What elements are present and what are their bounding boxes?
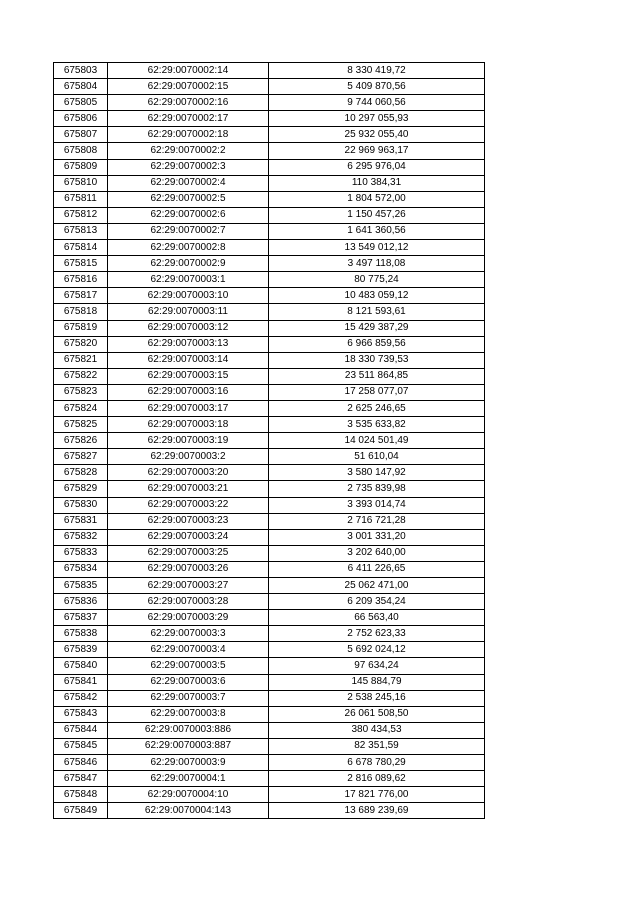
value-cell: 5 692 024,12 — [269, 642, 485, 658]
cadastral-number-cell: 62:29:0070003:11 — [108, 304, 269, 320]
cadastral-number-cell: 62:29:0070003:19 — [108, 433, 269, 449]
value-cell: 1 641 360,56 — [269, 223, 485, 239]
cadastral-number-cell: 62:29:0070003:26 — [108, 561, 269, 577]
row-number-cell: 675835 — [54, 578, 108, 594]
cadastral-number-cell: 62:29:0070003:15 — [108, 368, 269, 384]
table-row — [54, 433, 485, 449]
table-row — [54, 529, 485, 545]
value-cell: 6 411 226,65 — [269, 561, 485, 577]
cadastral-number-cell: 62:29:0070002:18 — [108, 127, 269, 143]
table-row — [54, 642, 485, 658]
value-cell: 2 716 721,28 — [269, 513, 485, 529]
cadastral-number-cell: 62:29:0070003:24 — [108, 529, 269, 545]
table-row — [54, 706, 485, 722]
row-number-cell: 675838 — [54, 626, 108, 642]
row-number-cell: 675822 — [54, 368, 108, 384]
value-cell: 3 580 147,92 — [269, 465, 485, 481]
value-cell: 18 330 739,53 — [269, 352, 485, 368]
cadastral-number-cell: 62:29:0070003:10 — [108, 288, 269, 304]
table-row — [54, 626, 485, 642]
value-cell: 22 969 963,17 — [269, 143, 485, 159]
table-row — [54, 79, 485, 95]
row-number-cell: 675804 — [54, 79, 108, 95]
cadastral-number-cell: 62:29:0070003:3 — [108, 626, 269, 642]
cadastral-number-cell: 62:29:0070003:12 — [108, 320, 269, 336]
cadastral-number-cell: 62:29:0070002:2 — [108, 143, 269, 159]
row-number-cell: 675836 — [54, 594, 108, 610]
table-row — [54, 513, 485, 529]
table-row — [54, 497, 485, 513]
cadastral-number-cell: 62:29:0070002:4 — [108, 175, 269, 191]
row-number-cell: 675824 — [54, 400, 108, 416]
value-cell: 3 535 633,82 — [269, 417, 485, 433]
row-number-cell: 675842 — [54, 690, 108, 706]
row-number-cell: 675839 — [54, 642, 108, 658]
row-number-cell: 675845 — [54, 738, 108, 754]
row-number-cell: 675823 — [54, 384, 108, 400]
cadastral-number-cell: 62:29:0070003:27 — [108, 578, 269, 594]
row-number-cell: 675837 — [54, 610, 108, 626]
value-cell: 6 295 976,04 — [269, 159, 485, 175]
row-number-cell: 675814 — [54, 240, 108, 256]
value-cell: 8 121 593,61 — [269, 304, 485, 320]
table-row — [54, 368, 485, 384]
row-number-cell: 675832 — [54, 529, 108, 545]
table-row — [54, 755, 485, 771]
value-cell: 1 804 572,00 — [269, 191, 485, 207]
table-row — [54, 127, 485, 143]
value-cell: 1 150 457,26 — [269, 207, 485, 223]
cadastral-number-cell: 62:29:0070003:21 — [108, 481, 269, 497]
table-row — [54, 63, 485, 79]
table-row — [54, 256, 485, 272]
cadastral-number-cell: 62:29:0070002:16 — [108, 95, 269, 111]
cadastral-number-cell: 62:29:0070003:16 — [108, 384, 269, 400]
row-number-cell: 675806 — [54, 111, 108, 127]
cadastral-number-cell: 62:29:0070003:886 — [108, 722, 269, 738]
table-row — [54, 561, 485, 577]
row-number-cell: 675844 — [54, 722, 108, 738]
cadastral-number-cell: 62:29:0070003:2 — [108, 449, 269, 465]
table-row — [54, 191, 485, 207]
cadastral-number-cell: 62:29:0070002:7 — [108, 223, 269, 239]
cadastral-number-cell: 62:29:0070004:143 — [108, 803, 269, 819]
table-row — [54, 771, 485, 787]
table-row — [54, 417, 485, 433]
cadastral-number-cell: 62:29:0070003:20 — [108, 465, 269, 481]
value-cell: 80 775,24 — [269, 272, 485, 288]
table-row — [54, 336, 485, 352]
value-cell: 8 330 419,72 — [269, 63, 485, 79]
row-number-cell: 675849 — [54, 803, 108, 819]
row-number-cell: 675825 — [54, 417, 108, 433]
cadastral-number-cell: 62:29:0070003:23 — [108, 513, 269, 529]
cadastral-number-cell: 62:29:0070003:6 — [108, 674, 269, 690]
value-cell: 23 511 864,85 — [269, 368, 485, 384]
row-number-cell: 675805 — [54, 95, 108, 111]
value-cell: 3 001 331,20 — [269, 529, 485, 545]
row-number-cell: 675812 — [54, 207, 108, 223]
value-cell: 25 062 471,00 — [269, 578, 485, 594]
table-row — [54, 111, 485, 127]
row-number-cell: 675848 — [54, 787, 108, 803]
cadastral-number-cell: 62:29:0070003:887 — [108, 738, 269, 754]
value-cell: 6 678 780,29 — [269, 755, 485, 771]
row-number-cell: 675846 — [54, 755, 108, 771]
row-number-cell: 675847 — [54, 771, 108, 787]
value-cell: 66 563,40 — [269, 610, 485, 626]
value-cell: 10 297 055,93 — [269, 111, 485, 127]
row-number-cell: 675841 — [54, 674, 108, 690]
cadastral-number-cell: 62:29:0070003:4 — [108, 642, 269, 658]
table-row — [54, 95, 485, 111]
value-cell: 2 735 839,98 — [269, 481, 485, 497]
row-number-cell: 675813 — [54, 223, 108, 239]
table-row — [54, 240, 485, 256]
row-number-cell: 675830 — [54, 497, 108, 513]
value-cell: 17 258 077,07 — [269, 384, 485, 400]
value-cell: 51 610,04 — [269, 449, 485, 465]
value-cell: 6 209 354,24 — [269, 594, 485, 610]
cadastral-number-cell: 62:29:0070004:1 — [108, 771, 269, 787]
row-number-cell: 675829 — [54, 481, 108, 497]
table-row — [54, 352, 485, 368]
value-cell: 3 202 640,00 — [269, 545, 485, 561]
table-row — [54, 320, 485, 336]
value-cell: 2 816 089,62 — [269, 771, 485, 787]
row-number-cell: 675828 — [54, 465, 108, 481]
cadastral-number-cell: 62:29:0070002:5 — [108, 191, 269, 207]
value-cell: 9 744 060,56 — [269, 95, 485, 111]
cadastral-number-cell: 62:29:0070003:18 — [108, 417, 269, 433]
value-cell: 2 625 246,65 — [269, 400, 485, 416]
value-cell: 6 966 859,56 — [269, 336, 485, 352]
table-row — [54, 690, 485, 706]
row-number-cell: 675817 — [54, 288, 108, 304]
cadastral-number-cell: 62:29:0070003:25 — [108, 545, 269, 561]
row-number-cell: 675807 — [54, 127, 108, 143]
value-cell: 26 061 508,50 — [269, 706, 485, 722]
table-row — [54, 159, 485, 175]
value-cell: 3 393 014,74 — [269, 497, 485, 513]
table-row — [54, 175, 485, 191]
value-cell: 13 549 012,12 — [269, 240, 485, 256]
table-row — [54, 465, 485, 481]
cadastral-number-cell: 62:29:0070002:14 — [108, 63, 269, 79]
cadastral-number-cell: 62:29:0070003:13 — [108, 336, 269, 352]
cadastral-number-cell: 62:29:0070003:28 — [108, 594, 269, 610]
cadastral-number-cell: 62:29:0070003:1 — [108, 272, 269, 288]
table-row — [54, 610, 485, 626]
cadastral-number-cell: 62:29:0070002:15 — [108, 79, 269, 95]
row-number-cell: 675827 — [54, 449, 108, 465]
row-number-cell: 675816 — [54, 272, 108, 288]
table-row — [54, 594, 485, 610]
row-number-cell: 675826 — [54, 433, 108, 449]
table-row — [54, 304, 485, 320]
value-cell: 145 884,79 — [269, 674, 485, 690]
value-cell: 3 497 118,08 — [269, 256, 485, 272]
cadastral-number-cell: 62:29:0070003:5 — [108, 658, 269, 674]
row-number-cell: 675818 — [54, 304, 108, 320]
cadastral-number-cell: 62:29:0070003:17 — [108, 400, 269, 416]
cadastral-number-cell: 62:29:0070003:7 — [108, 690, 269, 706]
row-number-cell: 675840 — [54, 658, 108, 674]
row-number-cell: 675811 — [54, 191, 108, 207]
table-body — [54, 63, 485, 819]
table-row — [54, 658, 485, 674]
cadastral-number-cell: 62:29:0070004:10 — [108, 787, 269, 803]
value-cell: 110 384,31 — [269, 175, 485, 191]
cadastral-number-cell: 62:29:0070002:8 — [108, 240, 269, 256]
row-number-cell: 675831 — [54, 513, 108, 529]
value-cell: 2 752 623,33 — [269, 626, 485, 642]
value-cell: 2 538 245,16 — [269, 690, 485, 706]
row-number-cell: 675809 — [54, 159, 108, 175]
table-row — [54, 449, 485, 465]
row-number-cell: 675810 — [54, 175, 108, 191]
value-cell: 380 434,53 — [269, 722, 485, 738]
table-row — [54, 803, 485, 819]
cadastral-number-cell: 62:29:0070002:3 — [108, 159, 269, 175]
table-row — [54, 545, 485, 561]
table-row — [54, 674, 485, 690]
table-row — [54, 207, 485, 223]
row-number-cell: 675803 — [54, 63, 108, 79]
cadastral-number-cell: 62:29:0070003:29 — [108, 610, 269, 626]
table-row — [54, 288, 485, 304]
cadastral-value-table — [53, 62, 485, 819]
table-row — [54, 738, 485, 754]
row-number-cell: 675821 — [54, 352, 108, 368]
table-row — [54, 481, 485, 497]
cadastral-number-cell: 62:29:0070003:9 — [108, 755, 269, 771]
value-cell: 17 821 776,00 — [269, 787, 485, 803]
cadastral-number-cell: 62:29:0070002:17 — [108, 111, 269, 127]
row-number-cell: 675808 — [54, 143, 108, 159]
table-row — [54, 578, 485, 594]
table-row — [54, 722, 485, 738]
value-cell: 14 024 501,49 — [269, 433, 485, 449]
row-number-cell: 675833 — [54, 545, 108, 561]
table-row — [54, 223, 485, 239]
row-number-cell: 675843 — [54, 706, 108, 722]
value-cell: 13 689 239,69 — [269, 803, 485, 819]
cadastral-number-cell: 62:29:0070003:14 — [108, 352, 269, 368]
value-cell: 15 429 387,29 — [269, 320, 485, 336]
row-number-cell: 675834 — [54, 561, 108, 577]
table-row — [54, 384, 485, 400]
value-cell: 25 932 055,40 — [269, 127, 485, 143]
table-row — [54, 272, 485, 288]
row-number-cell: 675815 — [54, 256, 108, 272]
table-row — [54, 400, 485, 416]
cadastral-number-cell: 62:29:0070003:8 — [108, 706, 269, 722]
value-cell: 97 634,24 — [269, 658, 485, 674]
row-number-cell: 675820 — [54, 336, 108, 352]
cadastral-number-cell: 62:29:0070002:9 — [108, 256, 269, 272]
value-cell: 5 409 870,56 — [269, 79, 485, 95]
cadastral-number-cell: 62:29:0070003:22 — [108, 497, 269, 513]
value-cell: 10 483 059,12 — [269, 288, 485, 304]
row-number-cell: 675819 — [54, 320, 108, 336]
table-row — [54, 787, 485, 803]
table-row — [54, 143, 485, 159]
value-cell: 82 351,59 — [269, 738, 485, 754]
cadastral-number-cell: 62:29:0070002:6 — [108, 207, 269, 223]
